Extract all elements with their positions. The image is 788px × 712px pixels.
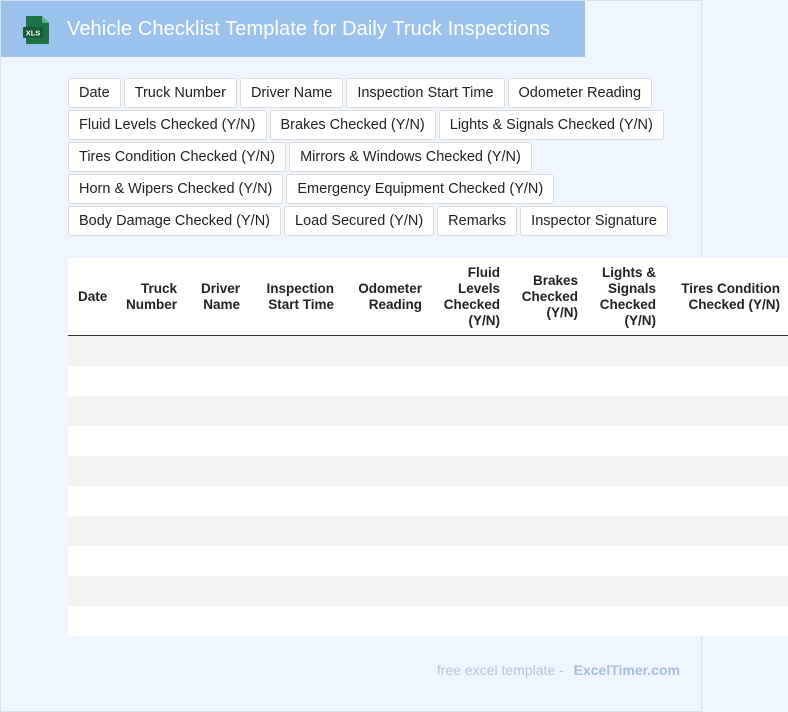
table-cell[interactable] (508, 366, 586, 396)
table-cell[interactable] (68, 336, 118, 367)
table-cell[interactable] (185, 516, 248, 546)
table-cell[interactable] (68, 366, 118, 396)
table-cell[interactable] (586, 366, 664, 396)
table-cell[interactable] (185, 426, 248, 456)
field-row (68, 206, 680, 236)
table-cell[interactable] (118, 456, 185, 486)
table-cell[interactable] (118, 486, 185, 516)
field-chip[interactable]: Load Secured (Y/N) (284, 206, 434, 236)
table-cell[interactable] (664, 396, 788, 426)
xls-icon-label: XLS (25, 28, 41, 38)
table-cell[interactable] (68, 546, 118, 576)
table-cell[interactable] (185, 546, 248, 576)
table-cell[interactable] (68, 426, 118, 456)
table-cell[interactable] (430, 396, 508, 426)
table-cell[interactable] (430, 486, 508, 516)
table-cell[interactable] (118, 516, 185, 546)
table-cell[interactable] (430, 456, 508, 486)
table-cell[interactable] (248, 516, 342, 546)
table-cell[interactable] (586, 336, 664, 367)
table-cell[interactable] (508, 606, 586, 636)
table-cell[interactable] (248, 546, 342, 576)
table-header-cell: Odometer Reading (342, 258, 430, 336)
table-cell[interactable] (342, 396, 430, 426)
footer (437, 662, 680, 678)
field-chip[interactable]: Horn & Wipers Checked (Y/N) (68, 174, 283, 204)
table-cell[interactable] (185, 336, 248, 367)
table-cell[interactable] (664, 366, 788, 396)
field-chip[interactable]: Brakes Checked (Y/N) (270, 110, 436, 140)
field-chip[interactable]: Date (68, 78, 121, 108)
table-row (68, 366, 788, 396)
table-header-cell: Brakes Checked (Y/N) (508, 258, 586, 336)
table-cell[interactable] (508, 486, 586, 516)
table-row (68, 486, 788, 516)
footer-prefix: free excel template - (436, 662, 564, 678)
table-cell[interactable] (68, 516, 118, 546)
table-header-cell: Inspection Start Time (248, 258, 342, 336)
field-row (68, 142, 680, 172)
table-cell[interactable] (664, 576, 788, 606)
field-chip[interactable]: Driver Name (240, 78, 343, 108)
field-chip[interactable]: Remarks (437, 206, 517, 236)
table-cell[interactable] (68, 396, 118, 426)
table-cell[interactable] (342, 366, 430, 396)
table-cell[interactable] (185, 576, 248, 606)
table-cell[interactable] (586, 546, 664, 576)
table-cell[interactable] (342, 576, 430, 606)
table-cell[interactable] (68, 576, 118, 606)
table-cell[interactable] (664, 546, 788, 576)
table-cell[interactable] (185, 366, 248, 396)
table-row (68, 336, 788, 367)
table-cell[interactable] (248, 336, 342, 367)
table-cell[interactable] (118, 546, 185, 576)
table-row (68, 606, 788, 636)
table-cell[interactable] (430, 426, 508, 456)
table-cell[interactable] (342, 486, 430, 516)
table-cell[interactable] (185, 396, 248, 426)
field-chip[interactable]: Body Damage Checked (Y/N) (68, 206, 281, 236)
field-row (68, 110, 680, 140)
field-list (68, 78, 680, 238)
xls-file-icon (23, 15, 51, 45)
table-row (68, 426, 788, 456)
table-cell[interactable] (118, 606, 185, 636)
field-row (68, 174, 680, 204)
table-cell[interactable] (342, 516, 430, 546)
table-cell[interactable] (248, 576, 342, 606)
table-cell[interactable] (430, 366, 508, 396)
table-cell[interactable] (248, 396, 342, 426)
field-chip[interactable]: Truck Number (124, 78, 237, 108)
table-cell[interactable] (508, 516, 586, 546)
table-cell[interactable] (118, 366, 185, 396)
table-cell[interactable] (68, 456, 118, 486)
table-cell[interactable] (118, 396, 185, 426)
table-cell[interactable] (342, 336, 430, 367)
table-header-cell: Fluid Levels Checked (Y/N) (430, 258, 508, 336)
table-cell[interactable] (664, 336, 788, 367)
table-cell[interactable] (664, 426, 788, 456)
table-cell[interactable] (586, 516, 664, 546)
table-header-cell: Date (68, 258, 118, 336)
table-cell[interactable] (508, 396, 586, 426)
table-cell[interactable] (430, 606, 508, 636)
table-cell[interactable] (586, 426, 664, 456)
table-header-cell: Driver Name (185, 258, 248, 336)
table-cell[interactable] (248, 456, 342, 486)
field-chip[interactable]: Emergency Equipment Checked (Y/N) (286, 174, 554, 204)
table-cell[interactable] (342, 426, 430, 456)
table-cell[interactable] (586, 486, 664, 516)
table-cell[interactable] (248, 366, 342, 396)
table-cell[interactable] (248, 486, 342, 516)
table-cell[interactable] (248, 426, 342, 456)
field-chip[interactable]: Fluid Levels Checked (Y/N) (68, 110, 267, 140)
table-cell[interactable] (586, 456, 664, 486)
table-cell[interactable] (508, 546, 586, 576)
inspection-table (68, 258, 788, 636)
title-bar (1, 1, 585, 57)
table-cell[interactable] (508, 426, 586, 456)
table-cell[interactable] (586, 396, 664, 426)
table-cell[interactable] (664, 606, 788, 636)
page-title: Vehicle Checklist Template for Daily Truck Inspections (67, 18, 551, 40)
field-chip[interactable]: Lights & Signals Checked (Y/N) (439, 110, 664, 140)
table-cell[interactable] (68, 486, 118, 516)
table-cell[interactable] (586, 576, 664, 606)
table-cell[interactable] (342, 546, 430, 576)
table-cell[interactable] (430, 336, 508, 367)
table-cell[interactable] (342, 606, 430, 636)
table-cell[interactable] (664, 456, 788, 486)
table-row (68, 576, 788, 606)
table-cell[interactable] (118, 336, 185, 367)
table-cell[interactable] (248, 606, 342, 636)
table-cell[interactable] (118, 426, 185, 456)
table-header-cell: Lights & Signals Checked (Y/N) (586, 258, 664, 336)
table-row (68, 456, 788, 486)
table-cell[interactable] (508, 456, 586, 486)
table-cell[interactable] (68, 606, 118, 636)
table-cell[interactable] (508, 336, 586, 367)
table-cell[interactable] (185, 606, 248, 636)
footer-brand-link[interactable]: ExcelTimer.com (573, 662, 680, 678)
table-cell[interactable] (508, 576, 586, 606)
table-cell[interactable] (430, 576, 508, 606)
table-cell[interactable] (430, 546, 508, 576)
inspection-table-container[interactable] (68, 258, 780, 636)
table-cell[interactable] (118, 576, 185, 606)
table-header-row (68, 258, 788, 336)
table-row (68, 516, 788, 546)
field-chip[interactable]: Odometer Reading (508, 78, 653, 108)
field-row (68, 78, 680, 108)
table-cell[interactable] (185, 456, 248, 486)
table-header-cell: Tires Condition Checked (Y/N) (664, 258, 788, 336)
table-cell[interactable] (664, 516, 788, 546)
table-cell[interactable] (430, 516, 508, 546)
field-chip[interactable]: Inspector Signature (520, 206, 668, 236)
table-cell[interactable] (664, 486, 788, 516)
table-body (68, 336, 788, 637)
field-chip[interactable]: Inspection Start Time (346, 78, 504, 108)
table-cell[interactable] (586, 606, 664, 636)
field-chip[interactable]: Tires Condition Checked (Y/N) (68, 142, 286, 172)
table-row (68, 546, 788, 576)
table-cell[interactable] (185, 486, 248, 516)
table-row (68, 396, 788, 426)
table-cell[interactable] (342, 456, 430, 486)
table-header-cell: Truck Number (118, 258, 185, 336)
field-chip[interactable]: Mirrors & Windows Checked (Y/N) (289, 142, 532, 172)
